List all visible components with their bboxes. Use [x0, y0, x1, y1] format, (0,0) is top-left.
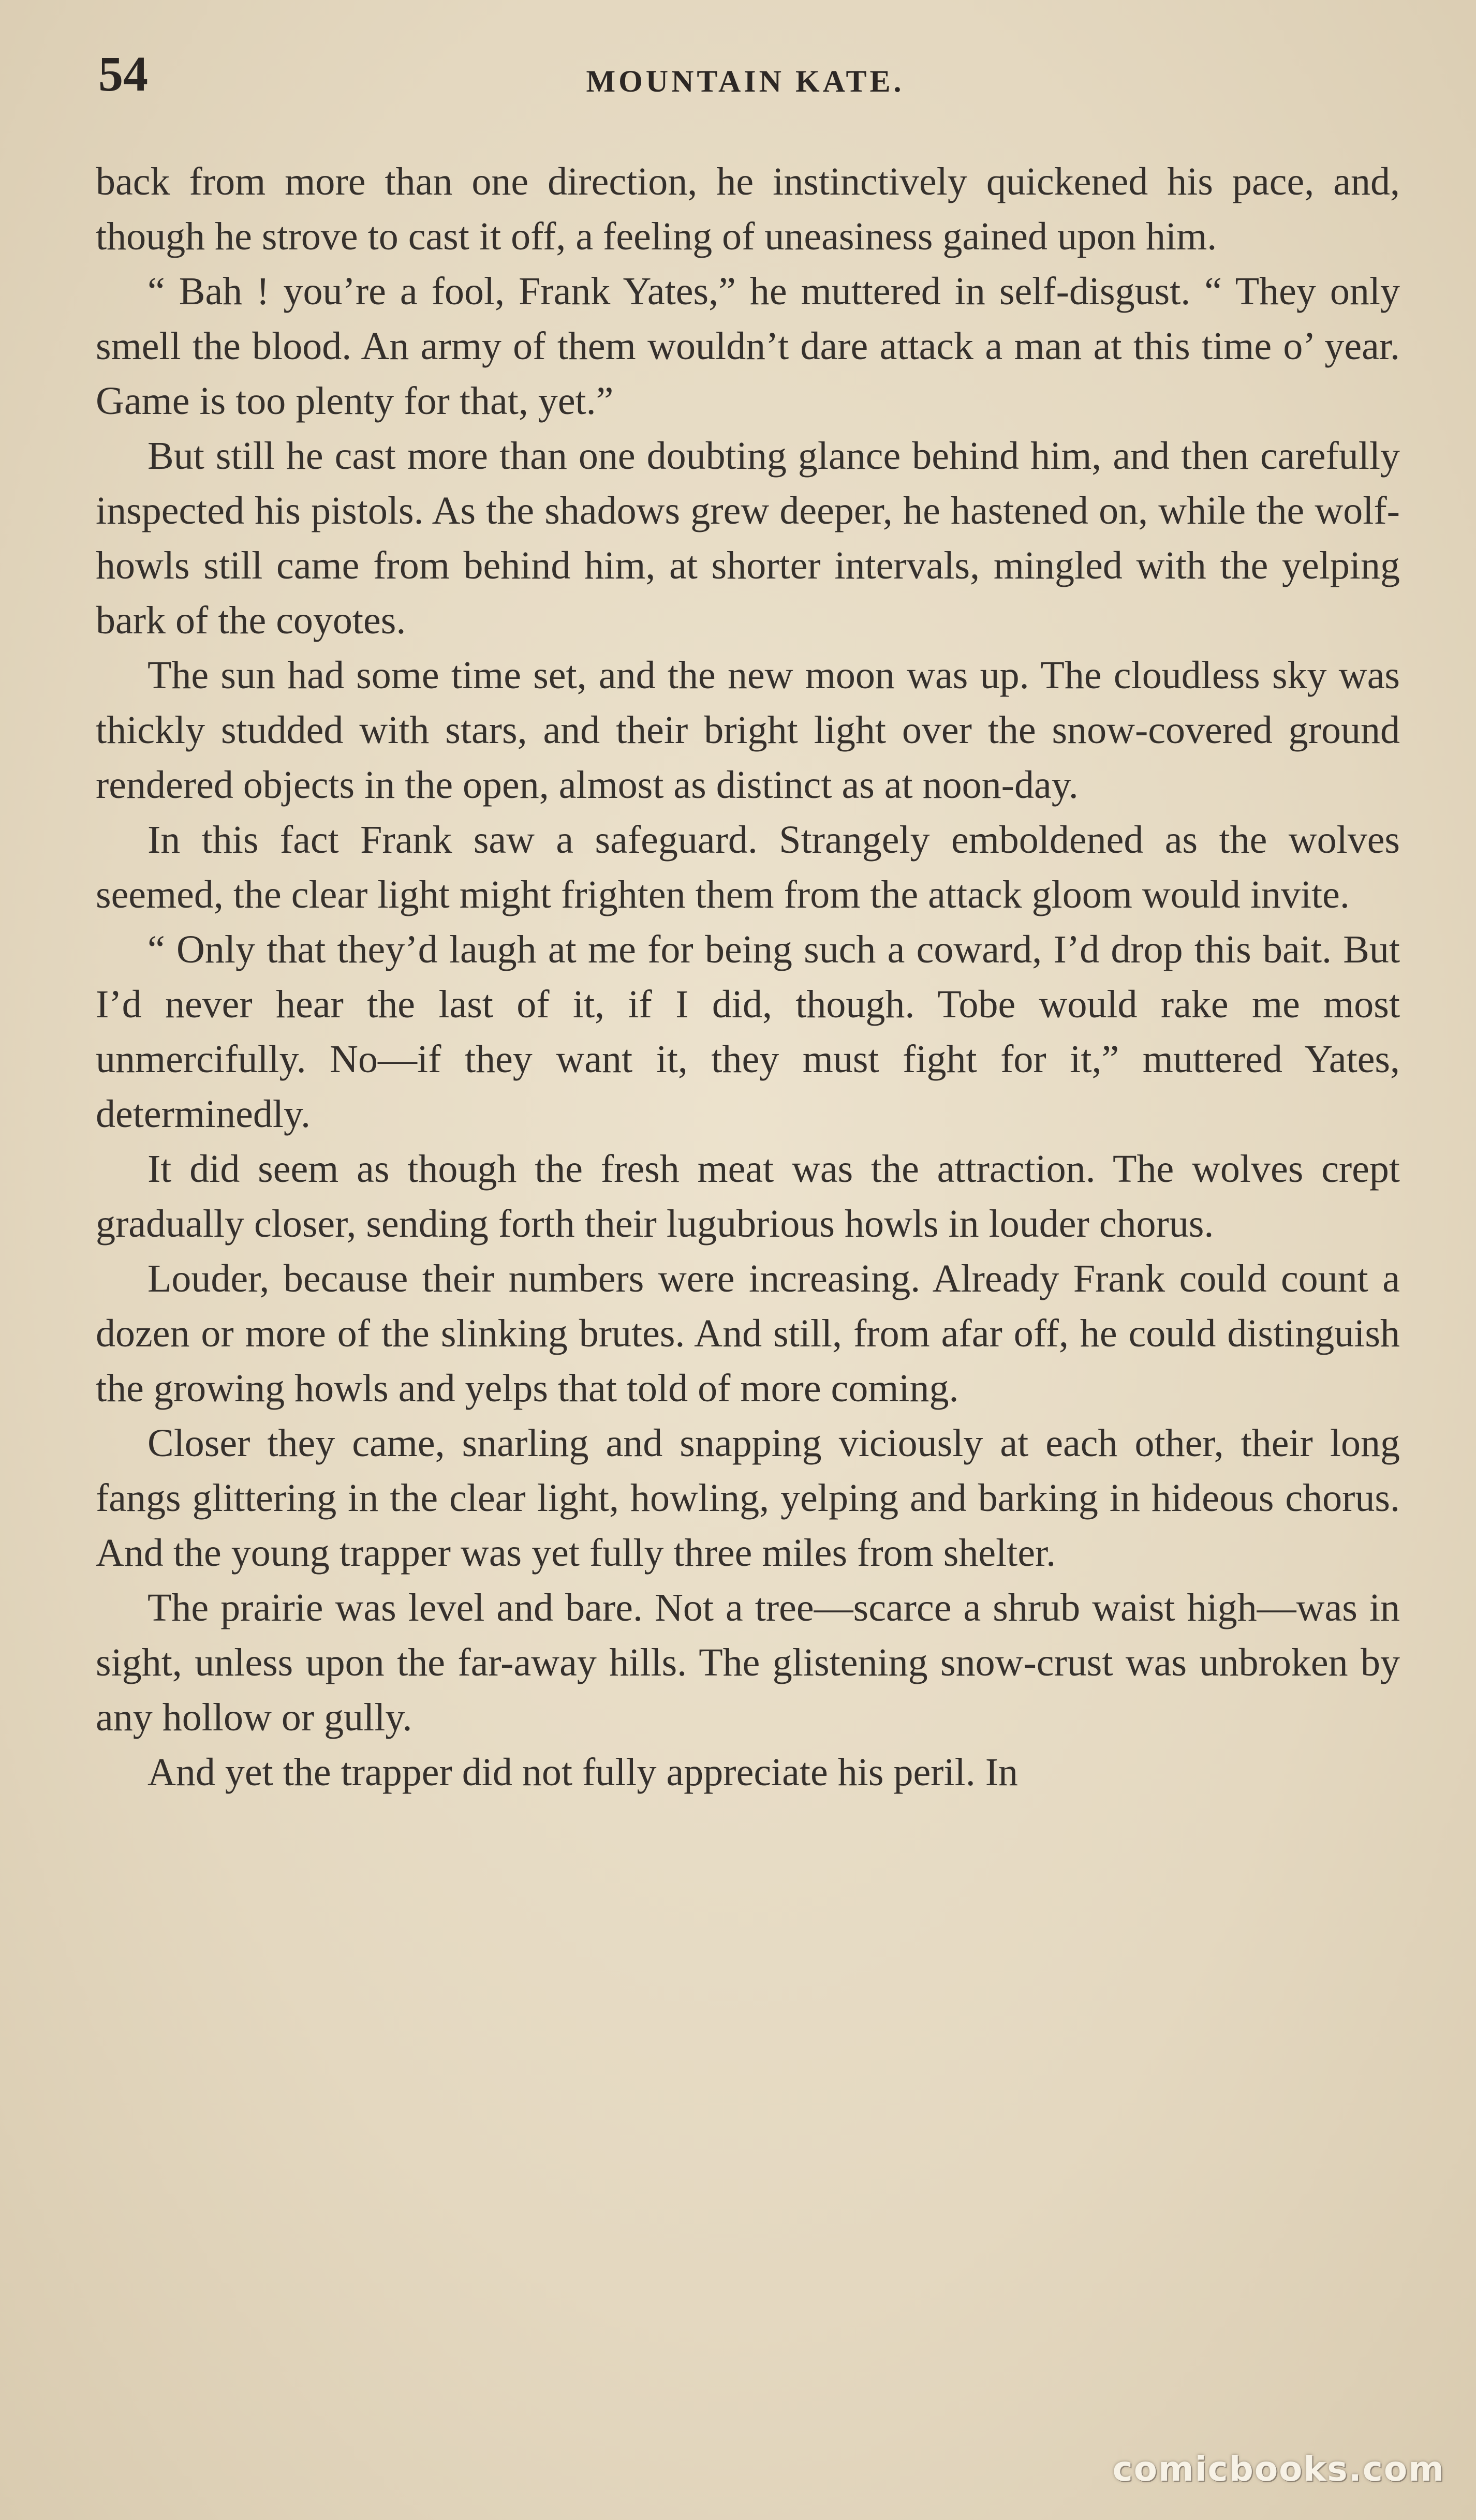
paragraph: And yet the trapper did not fully appreciate his peril. In [147, 1751, 1019, 1794]
paragraph: Closer they came, snarling and snapping viciously at each other, their long fangs glittering in the clear light, howling, yelping and barking in hideous chorus. And the young trapper was yet fully three miles from shelter. [96, 1421, 1400, 1575]
paragraph: back from more than one direction, he instinctively quickened his pace, and, though he strove to cast it off, a feeling of uneasiness gained upon him. [96, 160, 1400, 258]
page-header [83, 46, 1408, 111]
page-number: 54 [98, 46, 148, 101]
paragraph: Louder, because their numbers were increasing. Already Frank could count a dozen or more of the slinking brutes. And still, from afar off, he could distinguish the growing howls and yelps that told of more coming. [96, 1257, 1400, 1410]
paragraph: “ Bah ! you’re a fool, Frank Yates,” he muttered in self-disgust. “ They only smell the blood. An army of them wouldn’t dare attack a man at this time o’ year. Game is too plenty for that, yet.” [96, 270, 1400, 423]
running-title: MOUNTAIN KATE. [586, 64, 905, 98]
paragraph: The prairie was level and bare. Not a tree—scarce a shrub waist high—was in sight, unless upon the far-away hills. The glistening snow-crust was unbroken by any hollow or gully. [96, 1586, 1400, 1739]
paragraph: “ Only that they’d laugh at me for being such a coward, I’d drop this bait. But I’d never hear the last of it, if I did, though. Tobe would rake me most unmercifully. No—if they want it, they must fight for it,” muttered Yates, determinedly. [96, 928, 1400, 1136]
watermark: comicbooks.com [1112, 2449, 1445, 2489]
body-text [96, 154, 1400, 1800]
paragraph: It did seem as though the fresh meat was the attraction. The wolves crept gradually closer, sending forth their lugubrious howls in louder chorus. [96, 1147, 1400, 1246]
paragraph: The sun had some time set, and the new moon was up. The cloudless sky was thickly studded with stars, and their bright light over the snow-covered ground rendered objects in the open, almost as distinct as at noon-day. [96, 654, 1400, 807]
paragraph: But still he cast more than one doubting glance behind him, and then carefully inspected his pistols. As the shadows grew deeper, he hastened on, while the wolf-howls still came from behind him, at shorter intervals, mingled with the yelping bark of the coyotes. [96, 434, 1400, 642]
paragraph: In this fact Frank saw a safeguard. Strangely emboldened as the wolves seemed, the clear light might frighten them from the attack gloom would invite. [96, 818, 1400, 916]
